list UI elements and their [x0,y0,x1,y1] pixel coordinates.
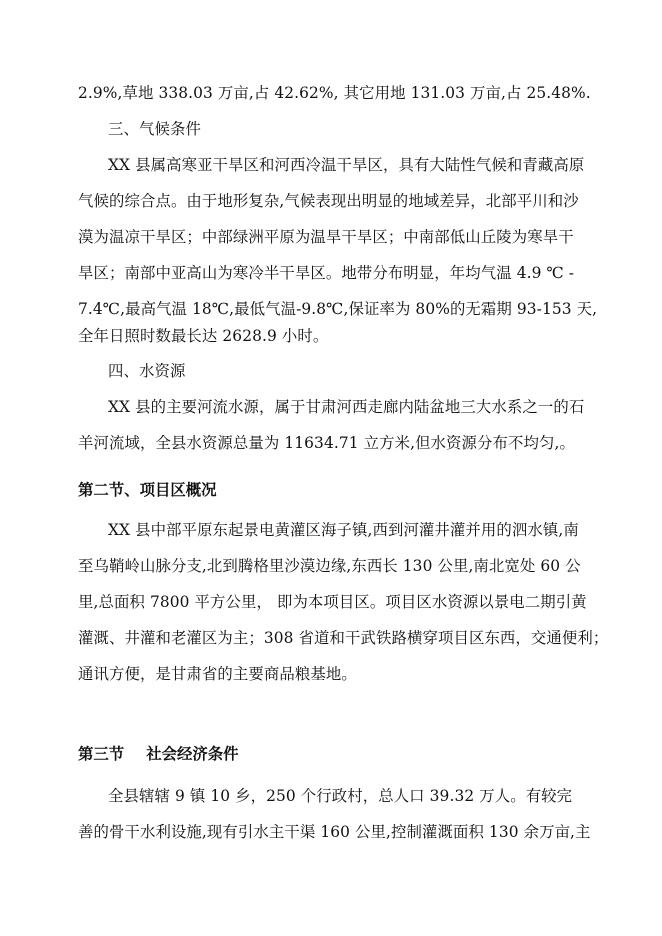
text-line: XX 县中部平原东起景电黄灌区海子镇,西到河灌井灌并用的泗水镇,南 [108,521,579,539]
text-line: 漠为温凉干旱区；中部绿洲平原为温旱干旱区；中南部低山丘陵为寒旱干 [78,228,574,246]
text-line: 气候的综合点。由于地形复杂,气候表现出明显的地域差异，北部平川和沙 [78,192,579,210]
text-line: 善的骨干水利设施,现有引水主干渠 160 公里,控制灌溉面积 130 余万亩,主 [78,823,591,841]
text-line: 至乌鞘岭山脉分支,北到腾格里沙漠边缘,东西长 130 公里,南北宽处 60 公 [78,557,581,575]
section-number: 第三节 [78,745,125,763]
text-line: 全县辖辖 9 镇 10 乡，250 个行政村，总人口 39.32 万人。有较完 [108,787,573,805]
text-line: 羊河流域，全县水资源总量为 11634.71 立方米,但水资源分布不均匀,。 [78,434,575,452]
water-heading: 四、水资源 [108,362,186,380]
text-line: 7.4℃,最高气温 18℃,最低气温-9.8℃,保证率为 80%的无霜期 93-153 天, [78,300,598,318]
text-line: 2.9%,草地 338.03 万亩,占 42.62%, 其它用地 131.03 万亩,占 25.48%. [78,84,591,102]
text-line: XX 县的主要河流水源，属于甘肃河西走廊内陆盆地三大水系之一的石 [108,398,585,416]
text-line: 里,总面积 7800 平方公里， 即为本项目区。项目区水资源以景电二期引黄 [78,593,587,611]
section-heading [78,744,239,764]
text-line: 通讯方便，是甘肃省的主要商品粮基地。 [78,665,357,683]
climate-heading: 三、气候条件 [108,120,201,138]
section-title: 社会经济条件 [146,745,239,763]
text-line: XX 县属高寒亚干旱区和河西冷温干旱区，具有大陆性气候和青藏高原 [108,156,585,174]
text-line: 全年日照时数最长达 2628.9 小时。 [78,327,329,345]
text-line: 旱区；南部中亚高山为寒冷半干旱区。地带分布明显，年均气温 4.9 ℃ - [78,264,575,282]
text-line: 灌溉、井灌和老灌区为主；308 省道和干武铁路横穿项目区东西，交通便利； [78,629,609,647]
section-heading: 第二节、项目区概况 [78,481,217,499]
